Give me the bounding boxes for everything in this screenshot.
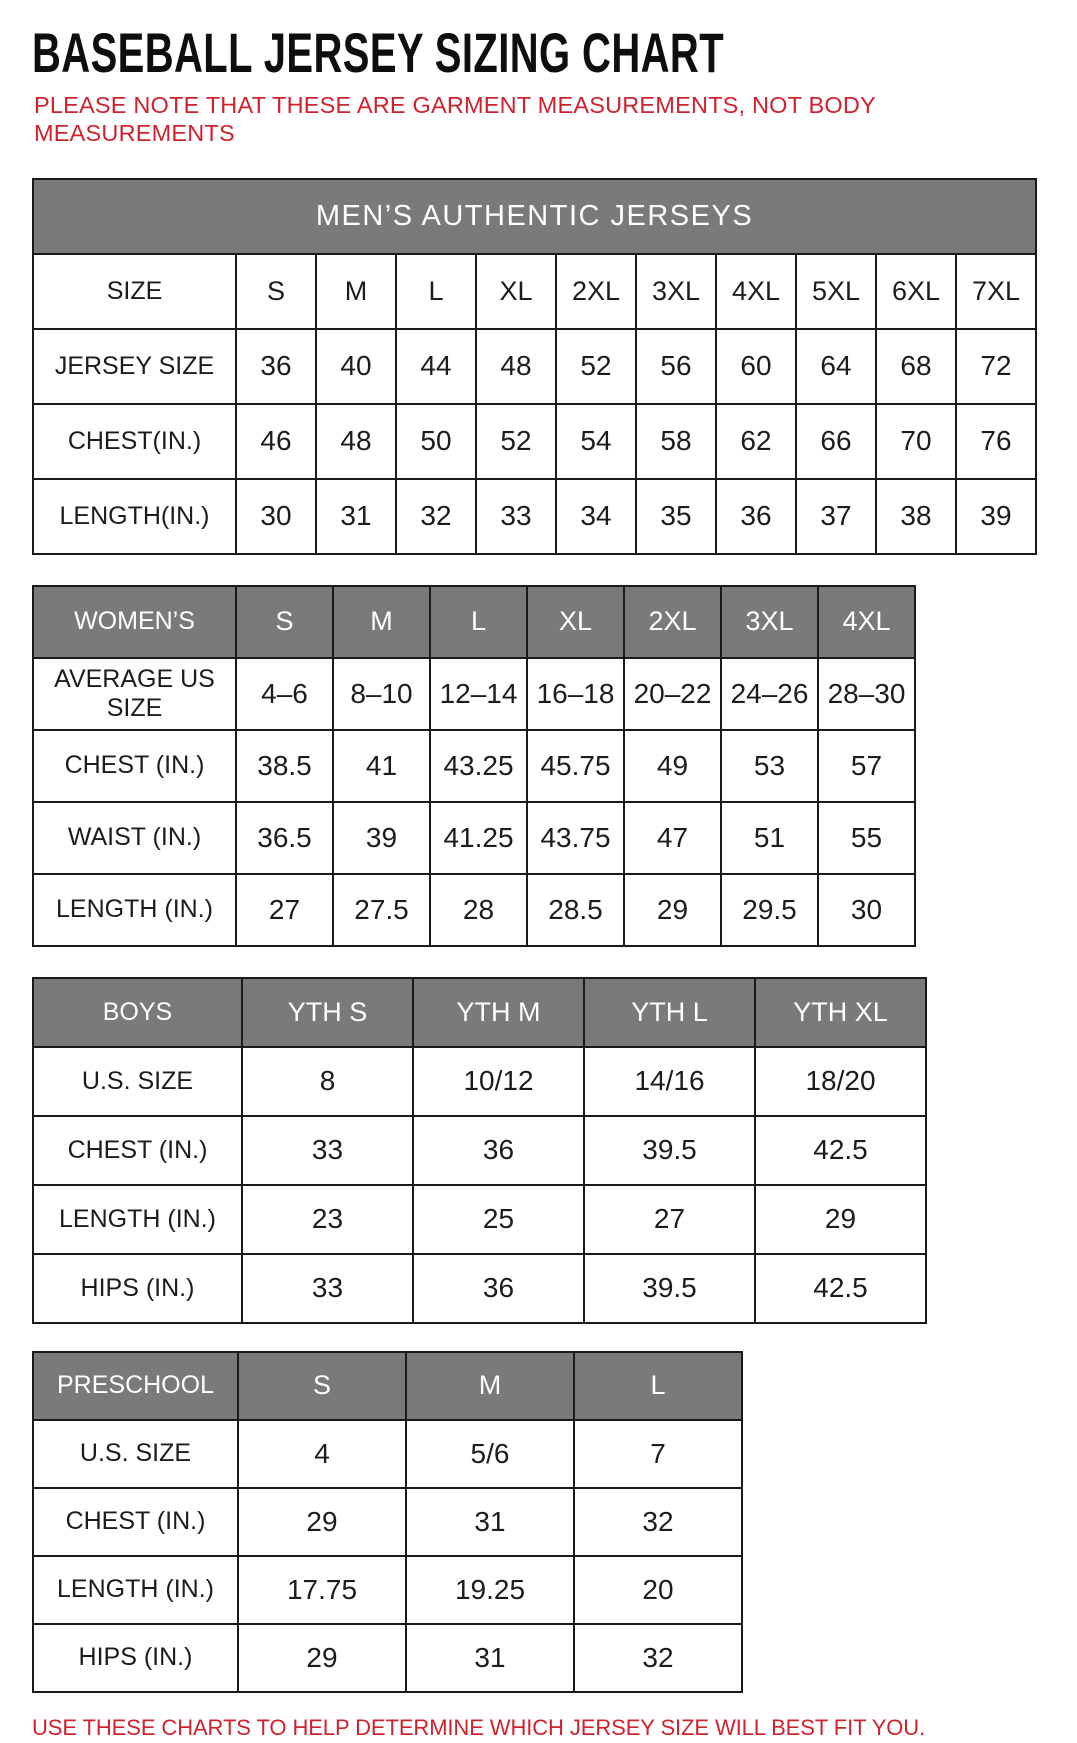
preschool-value-cell: 29 [238, 1488, 406, 1556]
mens-value-cell: 52 [556, 329, 636, 404]
footer-note: USE THESE CHARTS TO HELP DETERMINE WHICH JERSEY SIZE WILL BEST FIT YOU. [32, 1714, 926, 1740]
mens-value-cell: 60 [716, 329, 796, 404]
boys-size-table [32, 977, 927, 1324]
preschool-data-row [33, 1420, 742, 1488]
boys-row-label: U.S. SIZE [33, 1047, 242, 1116]
mens-value-cell: 38 [876, 479, 956, 554]
preschool-value-cell: 32 [574, 1488, 742, 1556]
womens-data-row [33, 730, 915, 802]
mens-value-cell: 37 [796, 479, 876, 554]
womens-value-cell: 45.75 [527, 730, 624, 802]
boys-header-cell: YTH L [584, 978, 755, 1047]
preschool-value-cell: 7 [574, 1420, 742, 1488]
mens-header-cell: 4XL [716, 254, 796, 329]
womens-value-cell: 36.5 [236, 802, 333, 874]
womens-value-cell: 29.5 [721, 874, 818, 946]
mens-header-label: SIZE [33, 254, 236, 329]
mens-value-cell: 70 [876, 404, 956, 479]
womens-value-cell: 39 [333, 802, 430, 874]
boys-header-cell: YTH S [242, 978, 413, 1047]
mens-data-row [33, 479, 1036, 554]
boys-row-label: CHEST (IN.) [33, 1116, 242, 1185]
preschool-value-cell: 17.75 [238, 1556, 406, 1624]
womens-header-cell: 3XL [721, 586, 818, 658]
preschool-header-row [33, 1352, 742, 1420]
womens-value-cell: 8–10 [333, 658, 430, 730]
mens-row-label: LENGTH(IN.) [33, 479, 236, 554]
womens-value-cell: 30 [818, 874, 915, 946]
mens-value-cell: 32 [396, 479, 476, 554]
boys-value-cell: 10/12 [413, 1047, 584, 1116]
mens-value-cell: 54 [556, 404, 636, 479]
womens-value-cell: 28 [430, 874, 527, 946]
womens-value-cell: 12–14 [430, 658, 527, 730]
boys-value-cell: 18/20 [755, 1047, 926, 1116]
mens-header-cell: 3XL [636, 254, 716, 329]
womens-row-label: WAIST (IN.) [33, 802, 236, 874]
womens-value-cell: 57 [818, 730, 915, 802]
mens-value-cell: 44 [396, 329, 476, 404]
womens-value-cell: 28.5 [527, 874, 624, 946]
womens-header-row [33, 586, 915, 658]
mens-value-cell: 30 [236, 479, 316, 554]
womens-value-cell: 41.25 [430, 802, 527, 874]
mens-value-cell: 39 [956, 479, 1036, 554]
boys-value-cell: 39.5 [584, 1116, 755, 1185]
preschool-value-cell: 20 [574, 1556, 742, 1624]
womens-value-cell: 53 [721, 730, 818, 802]
mens-value-cell: 58 [636, 404, 716, 479]
boys-value-cell: 14/16 [584, 1047, 755, 1116]
mens-value-cell: 31 [316, 479, 396, 554]
preschool-row-label: LENGTH (IN.) [33, 1556, 238, 1624]
womens-value-cell: 27 [236, 874, 333, 946]
mens-banner: MEN’S AUTHENTIC JERSEYS [33, 179, 1036, 254]
mens-value-cell: 50 [396, 404, 476, 479]
mens-header-cell: 7XL [956, 254, 1036, 329]
mens-header-cell: 6XL [876, 254, 956, 329]
mens-value-cell: 56 [636, 329, 716, 404]
boys-value-cell: 33 [242, 1254, 413, 1323]
womens-data-row [33, 658, 915, 730]
mens-value-cell: 52 [476, 404, 556, 479]
womens-value-cell: 47 [624, 802, 721, 874]
mens-row-label: JERSEY SIZE [33, 329, 236, 404]
boys-row-label: HIPS (IN.) [33, 1254, 242, 1323]
boys-header-label: BOYS [33, 978, 242, 1047]
boys-value-cell: 29 [755, 1185, 926, 1254]
womens-header-cell: M [333, 586, 430, 658]
boys-row-label: LENGTH (IN.) [33, 1185, 242, 1254]
preschool-header-cell: M [406, 1352, 574, 1420]
boys-header-cell: YTH XL [755, 978, 926, 1047]
mens-data-row [33, 404, 1036, 479]
preschool-row-label: HIPS (IN.) [33, 1624, 238, 1692]
womens-value-cell: 49 [624, 730, 721, 802]
womens-value-cell: 51 [721, 802, 818, 874]
preschool-value-cell: 29 [238, 1624, 406, 1692]
boys-header-cell: YTH M [413, 978, 584, 1047]
preschool-header-cell: S [238, 1352, 406, 1420]
mens-value-cell: 72 [956, 329, 1036, 404]
preschool-size-table [32, 1351, 743, 1693]
boys-value-cell: 23 [242, 1185, 413, 1254]
womens-header-cell: L [430, 586, 527, 658]
womens-data-row [33, 802, 915, 874]
garment-measurement-note: PLEASE NOTE THAT THESE ARE GARMENT MEASUREMENTS, NOT BODY MEASUREMENTS [34, 91, 876, 147]
mens-value-cell: 68 [876, 329, 956, 404]
preschool-row-label: U.S. SIZE [33, 1420, 238, 1488]
mens-value-cell: 34 [556, 479, 636, 554]
mens-value-cell: 35 [636, 479, 716, 554]
mens-value-cell: 46 [236, 404, 316, 479]
mens-value-cell: 48 [316, 404, 396, 479]
preschool-value-cell: 32 [574, 1624, 742, 1692]
womens-value-cell: 55 [818, 802, 915, 874]
womens-value-cell: 38.5 [236, 730, 333, 802]
preschool-data-row [33, 1556, 742, 1624]
mens-data-row [33, 329, 1036, 404]
womens-row-label: CHEST (IN.) [33, 730, 236, 802]
mens-header-cell: S [236, 254, 316, 329]
boys-data-row [33, 1254, 926, 1323]
womens-value-cell: 29 [624, 874, 721, 946]
mens-header-cell: L [396, 254, 476, 329]
mens-value-cell: 76 [956, 404, 1036, 479]
page-title: BASEBALL JERSEY SIZING CHART [32, 21, 725, 85]
womens-value-cell: 27.5 [333, 874, 430, 946]
preschool-value-cell: 4 [238, 1420, 406, 1488]
mens-header-cell: XL [476, 254, 556, 329]
boys-value-cell: 42.5 [755, 1116, 926, 1185]
boys-value-cell: 42.5 [755, 1254, 926, 1323]
mens-value-cell: 62 [716, 404, 796, 479]
womens-value-cell: 20–22 [624, 658, 721, 730]
mens-value-cell: 36 [236, 329, 316, 404]
womens-header-cell: 2XL [624, 586, 721, 658]
boys-value-cell: 8 [242, 1047, 413, 1116]
mens-value-cell: 66 [796, 404, 876, 479]
womens-data-row [33, 874, 915, 946]
preschool-value-cell: 19.25 [406, 1556, 574, 1624]
preschool-value-cell: 5/6 [406, 1420, 574, 1488]
boys-data-row [33, 1185, 926, 1254]
boys-value-cell: 33 [242, 1116, 413, 1185]
preschool-row-label: CHEST (IN.) [33, 1488, 238, 1556]
mens-value-cell: 36 [716, 479, 796, 554]
preschool-header-cell: L [574, 1352, 742, 1420]
womens-row-label: LENGTH (IN.) [33, 874, 236, 946]
womens-value-cell: 28–30 [818, 658, 915, 730]
womens-value-cell: 43.75 [527, 802, 624, 874]
boys-data-row [33, 1116, 926, 1185]
size-tables-container [32, 178, 1045, 1693]
preschool-value-cell: 31 [406, 1624, 574, 1692]
mens-value-cell: 33 [476, 479, 556, 554]
mens-header-cell: 2XL [556, 254, 636, 329]
womens-value-cell: 43.25 [430, 730, 527, 802]
mens-value-cell: 40 [316, 329, 396, 404]
preschool-data-row [33, 1488, 742, 1556]
mens-header-row [33, 254, 1036, 329]
mens-banner-row [33, 179, 1036, 254]
preschool-header-label: PRESCHOOL [33, 1352, 238, 1420]
womens-header-cell: XL [527, 586, 624, 658]
womens-header-cell: S [236, 586, 333, 658]
preschool-data-row [33, 1624, 742, 1692]
mens-value-cell: 64 [796, 329, 876, 404]
preschool-value-cell: 31 [406, 1488, 574, 1556]
womens-header-cell: 4XL [818, 586, 915, 658]
mens-header-cell: 5XL [796, 254, 876, 329]
boys-header-row [33, 978, 926, 1047]
mens-row-label: CHEST(IN.) [33, 404, 236, 479]
womens-header-label: WOMEN’S [33, 586, 236, 658]
womens-value-cell: 4–6 [236, 658, 333, 730]
womens-value-cell: 24–26 [721, 658, 818, 730]
womens-value-cell: 41 [333, 730, 430, 802]
boys-value-cell: 25 [413, 1185, 584, 1254]
womens-value-cell: 16–18 [527, 658, 624, 730]
mens-value-cell: 48 [476, 329, 556, 404]
mens-size-table [32, 178, 1037, 555]
mens-header-cell: M [316, 254, 396, 329]
boys-value-cell: 36 [413, 1254, 584, 1323]
womens-row-label: AVERAGE US SIZE [33, 658, 236, 730]
womens-size-table [32, 585, 916, 947]
boys-value-cell: 36 [413, 1116, 584, 1185]
boys-value-cell: 27 [584, 1185, 755, 1254]
boys-data-row [33, 1047, 926, 1116]
boys-value-cell: 39.5 [584, 1254, 755, 1323]
